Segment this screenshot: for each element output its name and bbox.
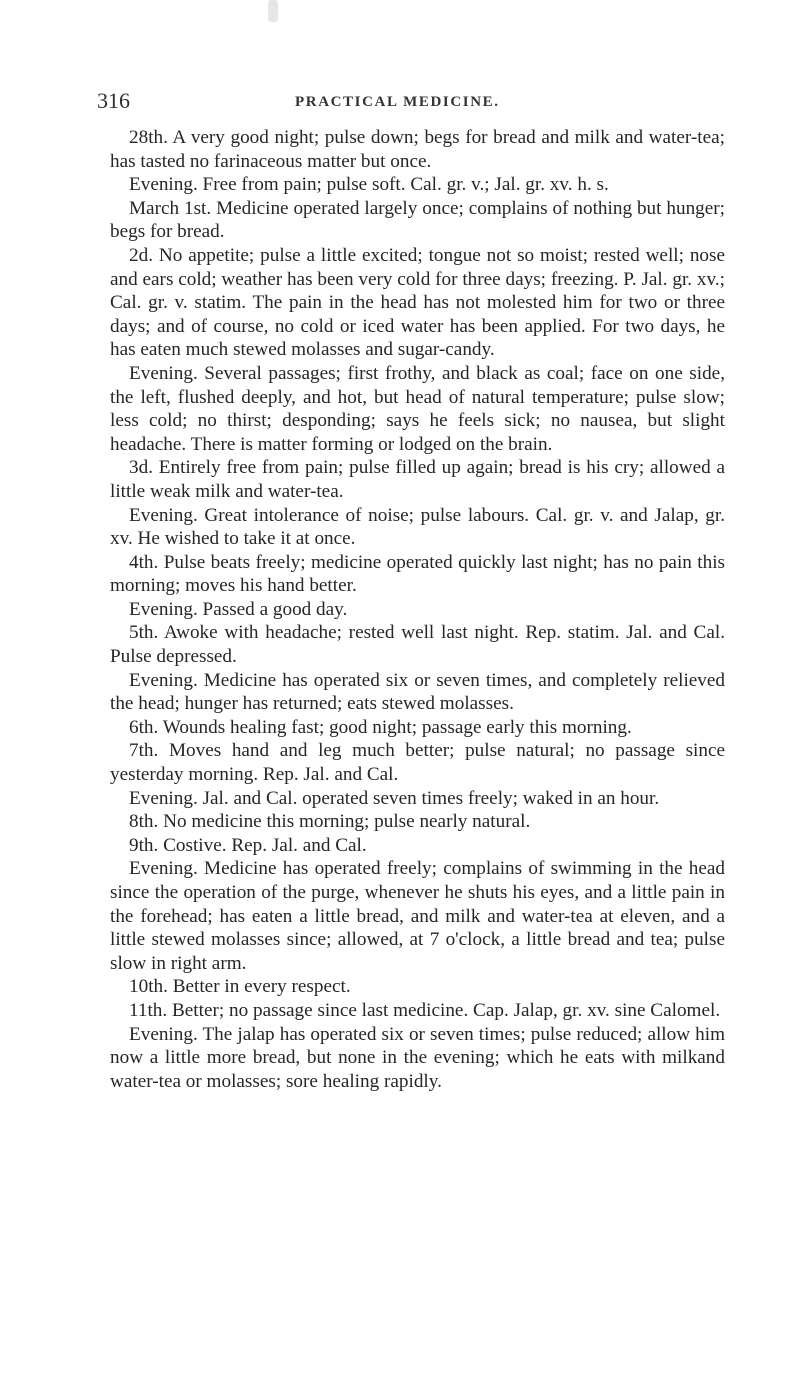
paragraph: Evening. Medicine has operated freely; complains of swimming in the head since the operation of the purge, whenever he shuts his eyes, and a little pain in the forehead; has eaten a little bread, and milk and water-tea at eleven, and a little stewed molasses since; allowed, at 7 o'clock, a little bread and tea; pulse slow in right arm. xyxy=(110,858,725,974)
paper-blemish xyxy=(268,0,278,22)
paragraph: 10th. Better in every respect. xyxy=(129,976,351,998)
paragraph: 8th. No medicine this morning; pulse nearly natural. xyxy=(129,811,531,833)
paragraph: Evening. Free from pain; pulse soft. Cal. gr. v.; Jal. gr. xv. h. s. xyxy=(129,174,609,196)
paragraph: Evening. The jalap has operated six or seven times; pulse reduced; allow him now a little more bread, but none in the evening; which he eats with milkand water-tea or molasses; sore healing rapidly. xyxy=(110,1023,725,1092)
paragraph: 7th. Moves hand and leg much better; pulse natural; no passage since yesterday morning. Rep. Jal. and Cal. xyxy=(110,740,725,786)
paragraph: 11th. Better; no passage since last medicine. Cap. Jalap, gr. xv. sine Calomel. xyxy=(129,999,721,1021)
paragraph: Evening. Great intolerance of noise; pulse labours. Cal. gr. v. and Jalap, gr. xv. He wished to take it at once. xyxy=(110,504,725,550)
paragraph: March 1st. Medicine operated largely once; complains of nothing but hunger; begs for bread. xyxy=(110,197,725,243)
paragraph: 3d. Entirely free from pain; pulse filled up again; bread is his cry; allowed a little weak milk and water-tea. xyxy=(110,457,725,502)
paragraph: 6th. Wounds healing fast; good night; passage early this morning. xyxy=(129,716,632,738)
paragraph: 4th. Pulse beats freely; medicine operated quickly last night; has no pain this morning; moves his hand better. xyxy=(110,551,725,597)
paragraph: Evening. Several passages; first frothy, and black as coal; face on one side, the left, flushed deeply, and hot, but head of natural temperature; pulse slow; less cold; no thirst; desponding; says he feels sick; no nausea, but slight headache. There is matter forming or lodged on the brain. xyxy=(110,362,725,455)
paragraph: Evening. Medicine has operated six or seven times, and completely relieved the head; hunger has returned; eats stewed molasses. xyxy=(110,669,725,715)
paragraph: 28th. A very good night; pulse down; begs for bread and milk and water-tea; has tasted no farinaceous matter but once. xyxy=(110,127,725,172)
paragraph: Evening. Jal. and Cal. operated seven times freely; waked in an hour. xyxy=(129,787,660,809)
paragraph: 5th. Awoke with headache; rested well last night. Rep. statim. Jal. and Cal. Pulse depressed. xyxy=(110,622,725,668)
paragraph: 2d. No appetite; pulse a little excited; tongue not so moist; rested well; nose and ears cold; weather has been very cold for three days; freezing. P. Jal. gr. xv.; Cal. gr. v. statim. The pain in the head has not molested him for two or three days; and of course, no cold or iced water has been applied. For two days, he has eaten much stewed molasses and sugar-candy. xyxy=(110,244,725,361)
paragraph: Evening. Passed a good day. xyxy=(129,598,348,620)
paragraph: 9th. Costive. Rep. Jal. and Cal. xyxy=(129,834,367,856)
page-number: 316 xyxy=(97,88,130,113)
body-text xyxy=(110,126,725,1093)
running-title: PRACTICAL MEDICINE. xyxy=(295,94,500,110)
